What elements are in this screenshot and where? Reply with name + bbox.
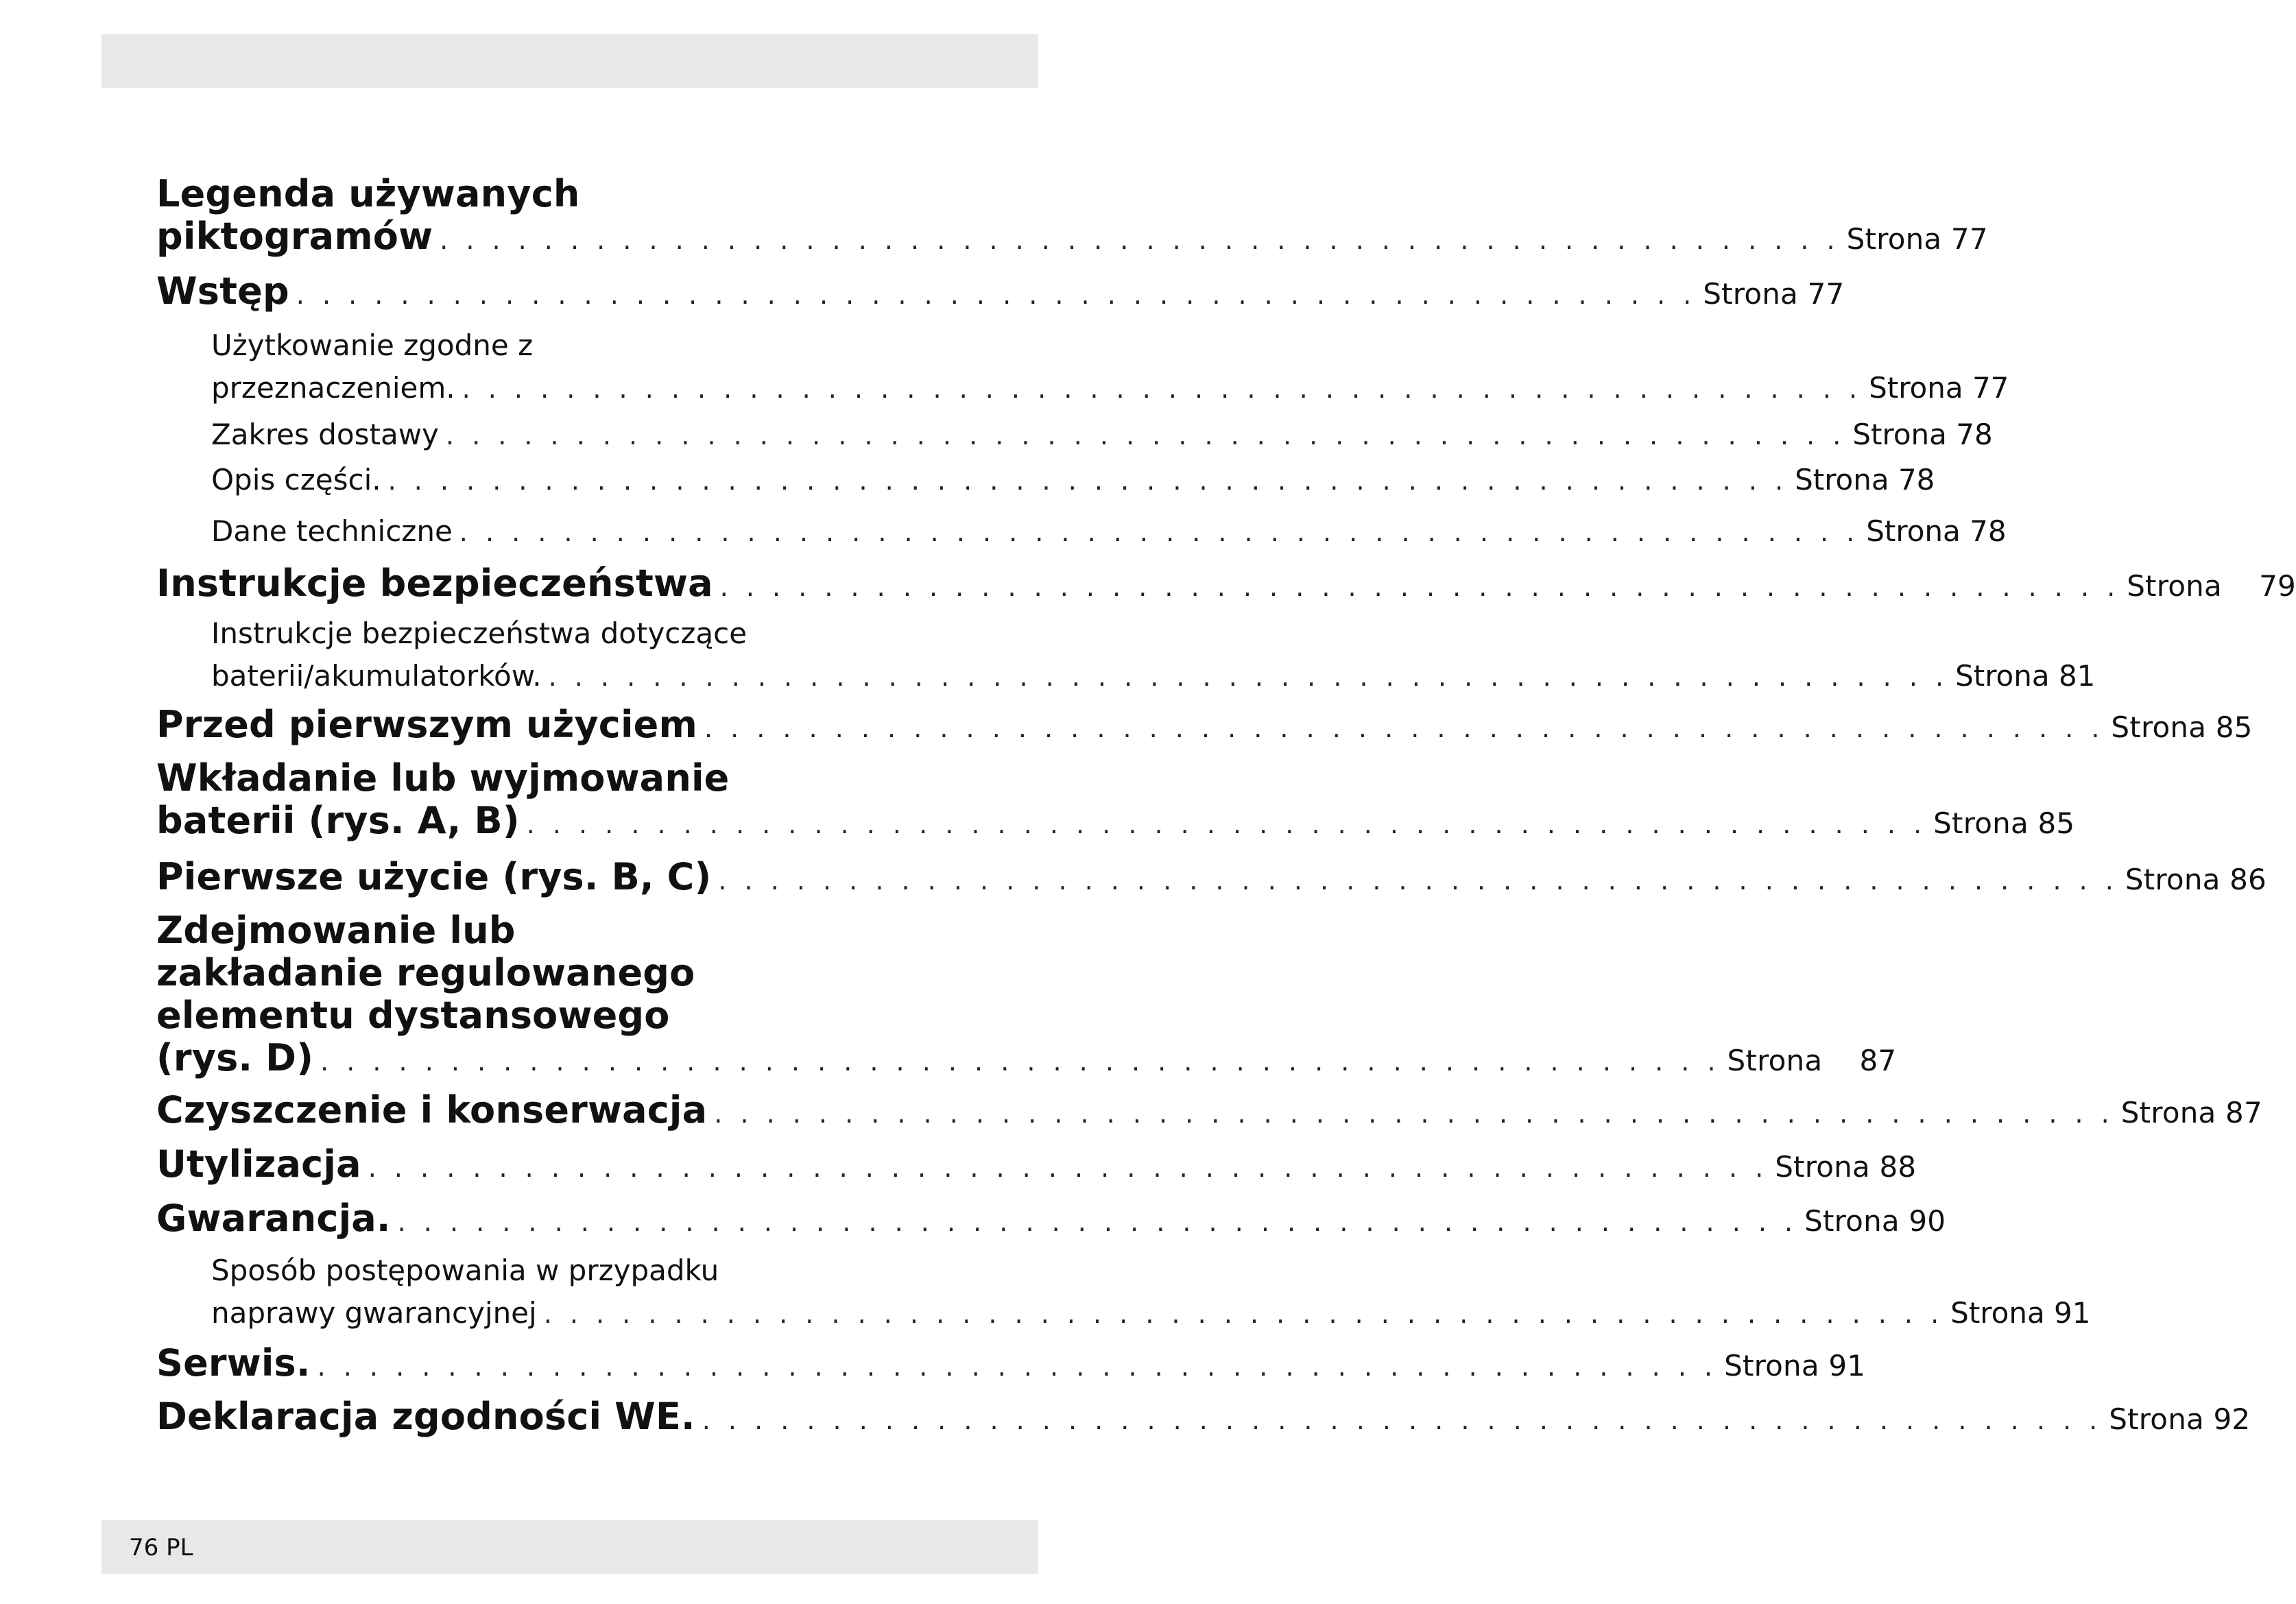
toc-title: Instrukcje bezpieczeństwa [156,562,713,605]
dot-leader: . . . . . . . . . . . . . . . . . . . . . . . . . . . . . . . . . . . . . . . . . . . . . . . . . . . . . . [714,1099,2114,1129]
page-reference: Strona 81 [1955,659,2096,693]
page-reference: Strona 77 [1846,222,1988,256]
toc-title: Zakres dostawy [211,418,439,451]
toc-entry[interactable] [156,1142,1917,1189]
toc-entry[interactable] [156,562,2296,608]
toc-title-line: Sposób postępowania w przypadku [211,1254,719,1287]
dot-leader: . . . . . . . . . . . . . . . . . . . . . . . . . . . . . . . . . . . . . . . . . . . . . . . . . . . . . . [462,374,1863,404]
dot-leader: . . . . . . . . . . . . . . . . . . . . . . . . . . . . . . . . . . . . . . . . . . . . . . . . . . . . . . [445,420,1846,451]
page-reference: Strona 79 [2127,569,2296,603]
page-reference: Strona 91 [1950,1296,2091,1330]
toc-entry[interactable] [156,270,1845,316]
toc-title: baterii/akumulatorków. [211,659,542,693]
footer-band [101,1520,1038,1574]
toc-title: Czyszczenie i konserwacja [156,1088,708,1132]
toc-subentry[interactable] [211,324,2009,410]
toc-title: Pierwsze użycie (rys. B, C) [156,855,712,898]
dot-leader: . . . . . . . . . . . . . . . . . . . . . . . . . . . . . . . . . . . . . . . . . . . . . . . . . . . . . . [368,1153,1769,1183]
page-reference: Strona 78 [1866,514,2007,548]
toc-entry[interactable] [156,1341,1866,1388]
toc-entry[interactable] [156,1395,2251,1441]
toc-title: piktogramów [156,215,433,258]
dot-leader: . . . . . . . . . . . . . . . . . . . . . . . . . . . . . . . . . . . . . . . . . . . . . . . . . . . . . . [440,225,1840,255]
toc-title: baterii (rys. A, B) [156,799,520,842]
toc-title-line: Użytkowanie zgodne z [211,328,534,362]
dot-leader: . . . . . . . . . . . . . . . . . . . . . . . . . . . . . . . . . . . . . . . . . . . . . . . . . . . . . . [718,865,2118,896]
toc-entry[interactable] [156,703,2253,750]
toc-title: Deklaracja zgodności WE. [156,1395,695,1438]
dot-leader: . . . . . . . . . . . . . . . . . . . . . . . . . . . . . . . . . . . . . . . . . . . . . . . . . . . . . . [543,1299,1944,1329]
dot-leader: . . . . . . . . . . . . . . . . . . . . . . . . . . . . . . . . . . . . . . . . . . . . . . . . . . . . . . [459,517,1860,547]
dot-leader: . . . . . . . . . . . . . . . . . . . . . . . . . . . . . . . . . . . . . . . . . . . . . . . . . . . . . . [526,809,1927,839]
toc-entry[interactable] [156,909,1897,1083]
toc-title-line: elementu dystansowego [156,994,670,1037]
dot-leader: . . . . . . . . . . . . . . . . . . . . . . . . . . . . . . . . . . . . . . . . . . . . . . . . . . . . . . [548,662,1949,692]
dot-leader: . . . . . . . . . . . . . . . . . . . . . . . . . . . . . . . . . . . . . . . . . . . . . . . . . . . . . . [719,572,2120,602]
toc-subentry[interactable] [211,459,1935,502]
toc-title: Utylizacja [156,1142,361,1186]
dot-leader: . . . . . . . . . . . . . . . . . . . . . . . . . . . . . . . . . . . . . . . . . . . . . . . . . . . . . . [296,280,1697,310]
toc-entry[interactable] [156,1088,2262,1135]
toc-title: Serwis. [156,1341,311,1385]
toc-title: Dane techniczne [211,514,453,548]
dot-leader: . . . . . . . . . . . . . . . . . . . . . . . . . . . . . . . . . . . . . . . . . . . . . . . . . . . . . . [317,1352,1718,1382]
toc-title: naprawy gwarancyjnej [211,1296,537,1330]
toc-title-line: Legenda używanych [156,172,580,215]
toc-subentry[interactable] [211,414,1993,457]
toc-subentry[interactable] [211,1249,2091,1335]
toc-entry[interactable] [156,172,1988,261]
toc-title: Przed pierwszym użyciem [156,703,697,746]
toc-entry[interactable] [156,756,2075,846]
toc-entry[interactable] [156,855,2267,902]
page-number: 76 PL [129,1534,193,1561]
page-reference: Strona 90 [1804,1204,1946,1238]
page-reference: Strona 78 [1852,418,1993,451]
toc-title: Opis części. [211,463,381,496]
dot-leader: . . . . . . . . . . . . . . . . . . . . . . . . . . . . . . . . . . . . . . . . . . . . . . . . . . . . . . [387,466,1789,496]
toc-subentry[interactable] [211,612,2096,698]
dot-leader: . . . . . . . . . . . . . . . . . . . . . . . . . . . . . . . . . . . . . . . . . . . . . . . . . . . . . . [397,1207,1798,1237]
page-reference: Strona 87 [2120,1096,2262,1129]
page-reference: Strona 77 [1869,371,2009,405]
page-reference: Strona 85 [2111,710,2253,744]
dot-leader: . . . . . . . . . . . . . . . . . . . . . . . . . . . . . . . . . . . . . . . . . . . . . . . . . . . . . . [704,713,2105,743]
toc-title: przeznaczeniem. [211,371,455,405]
toc-title-line: Zdejmowanie lub [156,909,516,952]
page-reference: Strona 85 [1933,806,2075,840]
page-reference: Strona 88 [1775,1150,1917,1184]
page-reference: Strona 77 [1703,277,1845,311]
toc-subentry[interactable] [211,510,2007,553]
toc-title-line: Instrukcje bezpieczeństwa dotyczące [211,617,748,650]
toc-title: Gwarancja. [156,1197,391,1240]
page-reference: Strona 87 [1727,1044,1897,1077]
toc-title: Wstęp [156,270,289,313]
toc-title-line: Wkładanie lub wyjmowanie [156,756,730,800]
dot-leader: . . . . . . . . . . . . . . . . . . . . . . . . . . . . . . . . . . . . . . . . . . . . . . . . . . . . . . [320,1046,1721,1077]
page-reference: Strona 78 [1795,463,1935,496]
toc-title: (rys. D) [156,1036,314,1079]
toc-entry[interactable] [156,1197,1946,1243]
dot-leader: . . . . . . . . . . . . . . . . . . . . . . . . . . . . . . . . . . . . . . . . . . . . . . . . . . . . . . [702,1405,2103,1435]
toc-title-line: zakładanie regulowanego [156,951,695,994]
page-reference: Strona 86 [2125,863,2267,896]
page-reference: Strona 92 [2109,1402,2251,1436]
page-reference: Strona 91 [1724,1349,1866,1382]
